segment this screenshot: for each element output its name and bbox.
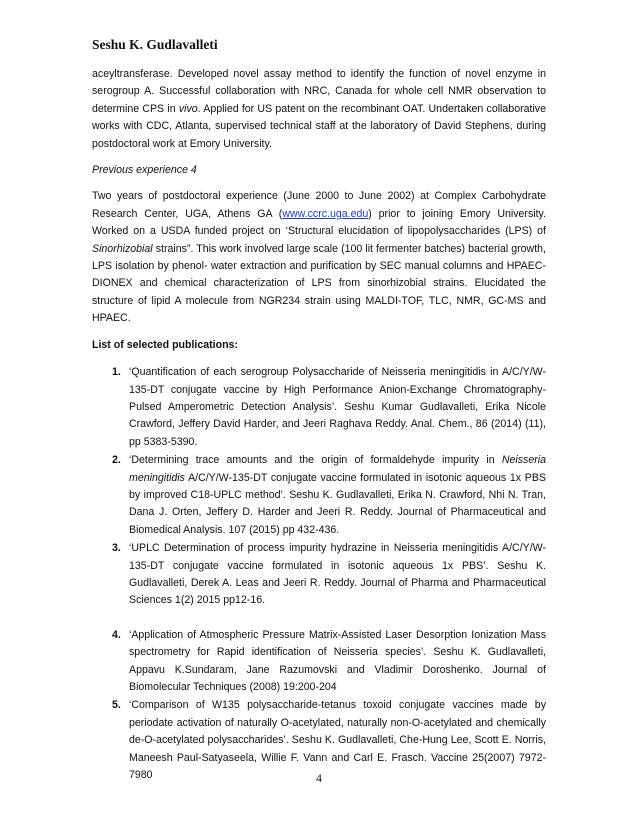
paragraph-research-summary <box>92 66 546 153</box>
paragraph-text: . Applied for US patent on the recombinant OAT. Undertaken collaborative works with CDC, Atlanta, supervised technical staff at the laboratory of David Stephens, during postdoctoral work at Emory University. <box>92 102 546 150</box>
publication-italic-term: Neisseria meningitidis <box>129 454 546 484</box>
page-header-author: Seshu K. Gudlavalleti <box>92 37 218 52</box>
publication-text: ‘Application of Atmospheric Pressure Matrix-Assisted Laser Desorption Ionization Mass spectrometry for Rapid identification of Neisseria species’. Seshu K. Gudlavalleti, Appavu K.Sundaram, Jane Razumovski and Vladimir Doroshenko. Journal of Biomolecular Techniques (2008) 19:200-204 <box>129 628 546 693</box>
publication-item <box>92 627 546 697</box>
ccrc-website-link[interactable]: www.ccrc.uga.edu <box>282 207 369 220</box>
publication-text: ‘Determining trace amounts and the origin of formaldehyde impurity in <box>129 454 502 467</box>
publication-item <box>92 364 546 451</box>
section-heading-previous-experience: Previous experience 4 <box>92 164 197 177</box>
italic-term: vivo <box>178 102 198 115</box>
publication-number: 2. <box>112 454 121 467</box>
page-body <box>92 66 546 785</box>
paragraph-previous-experience <box>92 188 546 327</box>
italic-term: Sinorhizobial <box>92 242 153 255</box>
publication-text: ‘UPLC Determination of process impurity hydrazine in Neisseria meningitidis A/C/Y/W-135-DT conjugate vaccine formulated in isotonic aqueous 1x PBS’. Seshu K. Gudlavalleti, Derek A. Leas and Jeeri R. Reddy. Journal of Pharma and Pharmaceutical Sciences 1(2) 2015 pp12-16. <box>129 542 546 607</box>
paragraph-text: ) prior to joining Emory University. Worked on a USDA funded project on ‘Structural elucidation of lipopolysaccharides (LPS) of <box>92 207 546 238</box>
paragraph-text: Two years of postdoctoral experience (June 2000 to June 2002) at Complex Carbohydrate Research Center, UGA, Athens GA ( <box>92 190 546 220</box>
paragraph-text: aceyltransferase. Developed novel assay method to identify the function of novel enzyme in serogroup A. Successful collaboration with NRC, Canada for whole cell NMR observation to determine CPS in <box>92 68 546 115</box>
publication-number: 4. <box>112 628 121 641</box>
publication-number: 3. <box>112 542 121 555</box>
publication-text: ‘Quantification of each serogroup Polysaccharide of Neisseria meningitidis in A/C/Y/W-135-DT conjugate vaccine by High Performance Anion-Exchange Chromatography-Pulsed Amperometric Detection Analysis’. Seshu Kumar Gudlavalleti, Erika Nicole Crawford, Jeffery David Harder, and Jeeri Raghava Reddy. Anal. Chem., 86 (2014) (11), pp 5383-5390. <box>129 366 546 448</box>
publication-item <box>92 540 546 610</box>
section-heading-publications: List of selected publications: <box>92 338 238 351</box>
publication-item <box>92 452 546 539</box>
publication-text: ‘Comparison of W135 polysaccharide-tetanus toxoid conjugate vaccines made by periodate activation of naturally O-acetylated, naturally non-O-acetylated and chemically de-O-acetylated polysaccharides’. Seshu K. Gudlavalleti, Che-Hung Lee, Scott E. Norris, Maneesh Paul-Satyaseela, Willie F. Vann and Carl E. Frasch. Vaccine 25(2007) 7972-7980 <box>129 699 546 782</box>
publication-number: 1. <box>112 366 121 379</box>
publication-number: 5. <box>112 699 121 712</box>
publication-text: A/C/Y/W-135-DT conjugate vaccine formulated in isotonic aqueous 1x PBS by improved C18-UPLC method’. Seshu K. Gudlavalleti, Erika N. Crawford, Nhi N. Tran, Dana J. Orten, Jeffery D. Harder and Jeeri R. Reddy. Journal of Pharmaceutical and Biomedical Analysis. 107 (2015) pp 432-436. <box>129 471 546 536</box>
publication-list <box>92 364 546 784</box>
paragraph-text: strains”. This work involved large scale (100 lit fermenter batches) bacterial growth, LPS isolation by phenol- water extraction and purification by SEC manual columns and HPAEC-DIONEX and chemical characterization of LPS from sinorhizobial strains. Elucidated the structure of lipid A molecule from NGR234 strain using MALDI-TOF, TLC, NMR, GC-MS and HPAEC. <box>92 242 546 325</box>
page-number: 4 <box>316 771 322 785</box>
